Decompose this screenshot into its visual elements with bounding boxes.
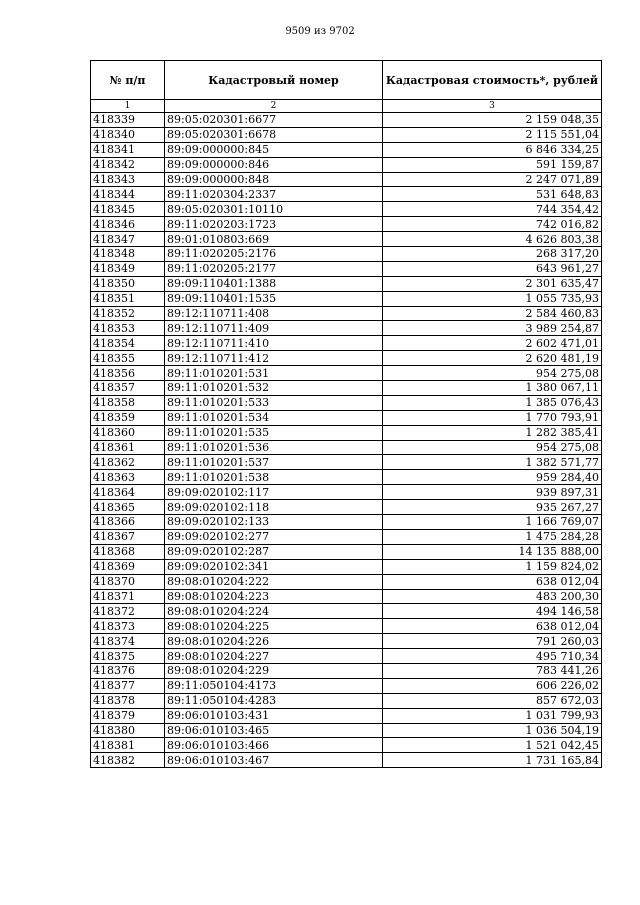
cadastral-number-cell: 89:08:010204:226 <box>165 634 383 649</box>
table-row <box>91 559 602 574</box>
cadastral-value-cell: 1 036 504,19 <box>383 723 602 738</box>
row-number-cell: 418352 <box>91 306 165 321</box>
cadastral-number-cell: 89:09:020102:287 <box>165 544 383 559</box>
table-row <box>91 127 602 142</box>
cadastral-value-cell: 959 284,40 <box>383 470 602 485</box>
cadastral-value-cell: 3 989 254,87 <box>383 321 602 336</box>
row-number-cell: 418378 <box>91 693 165 708</box>
cadastral-value-cell: 268 317,20 <box>383 247 602 262</box>
row-number-cell: 418361 <box>91 440 165 455</box>
cadastral-value-cell: 791 260,03 <box>383 634 602 649</box>
cadastral-number-cell: 89:09:020102:118 <box>165 500 383 515</box>
row-number-cell: 418367 <box>91 529 165 544</box>
table-row <box>91 425 602 440</box>
table-row <box>91 604 602 619</box>
header-cadastral-number: Кадастровый номер <box>165 61 383 100</box>
cadastral-value-cell: 2 159 048,35 <box>383 113 602 128</box>
cadastral-number-cell: 89:05:020301:6678 <box>165 127 383 142</box>
cadastral-value-cell: 954 275,08 <box>383 440 602 455</box>
table-header-row <box>91 61 602 100</box>
cadastral-number-cell: 89:11:010201:536 <box>165 440 383 455</box>
table-row <box>91 247 602 262</box>
cadastral-number-cell: 89:12:110711:412 <box>165 351 383 366</box>
row-number-cell: 418339 <box>91 113 165 128</box>
cadastral-number-cell: 89:11:020205:2177 <box>165 261 383 276</box>
row-number-cell: 418357 <box>91 381 165 396</box>
table-row <box>91 663 602 678</box>
row-number-cell: 418341 <box>91 142 165 157</box>
table-row <box>91 544 602 559</box>
cadastral-number-cell: 89:08:010204:225 <box>165 619 383 634</box>
row-number-cell: 418346 <box>91 217 165 232</box>
row-number-cell: 418360 <box>91 425 165 440</box>
page-number-header: 9509 из 9702 <box>285 26 355 37</box>
cadastral-value-cell: 1 382 571,77 <box>383 455 602 470</box>
cadastral-number-cell: 89:11:010201:533 <box>165 395 383 410</box>
cadastral-value-cell: 2 584 460,83 <box>383 306 602 321</box>
row-number-cell: 418353 <box>91 321 165 336</box>
cadastral-number-cell: 89:11:010201:531 <box>165 366 383 381</box>
table-row <box>91 589 602 604</box>
row-number-cell: 418343 <box>91 172 165 187</box>
cadastral-number-cell: 89:11:050104:4173 <box>165 678 383 693</box>
cadastral-number-cell: 89:06:010103:466 <box>165 738 383 753</box>
cadastral-value-cell: 1 282 385,41 <box>383 425 602 440</box>
cadastral-number-cell: 89:11:010201:538 <box>165 470 383 485</box>
row-number-cell: 418362 <box>91 455 165 470</box>
cadastral-number-cell: 89:06:010103:465 <box>165 723 383 738</box>
table-row <box>91 649 602 664</box>
cadastral-value-table <box>90 60 602 768</box>
cadastral-value-cell: 954 275,08 <box>383 366 602 381</box>
row-number-cell: 418374 <box>91 634 165 649</box>
cadastral-value-cell: 744 354,42 <box>383 202 602 217</box>
table-row <box>91 157 602 172</box>
header-row-number: № п/п <box>91 61 165 100</box>
cadastral-value-cell: 1 770 793,91 <box>383 410 602 425</box>
cadastral-value-cell: 1 385 076,43 <box>383 395 602 410</box>
cadastral-number-cell: 89:11:010201:532 <box>165 381 383 396</box>
cadastral-value-cell: 6 846 334,25 <box>383 142 602 157</box>
cadastral-value-cell: 483 200,30 <box>383 589 602 604</box>
cadastral-value-cell: 2 301 635,47 <box>383 276 602 291</box>
cadastral-value-cell: 591 159,87 <box>383 157 602 172</box>
cadastral-value-cell: 1 475 284,28 <box>383 529 602 544</box>
table-row <box>91 113 602 128</box>
column-number-row <box>91 100 602 113</box>
cadastral-value-cell: 638 012,04 <box>383 574 602 589</box>
cadastral-number-cell: 89:08:010204:222 <box>165 574 383 589</box>
row-number-cell: 418349 <box>91 261 165 276</box>
row-number-cell: 418365 <box>91 500 165 515</box>
row-number-cell: 418348 <box>91 247 165 262</box>
cadastral-number-cell: 89:09:000000:846 <box>165 157 383 172</box>
cadastral-number-cell: 89:05:020301:10110 <box>165 202 383 217</box>
table-row <box>91 619 602 634</box>
cadastral-number-cell: 89:08:010204:224 <box>165 604 383 619</box>
row-number-cell: 418373 <box>91 619 165 634</box>
row-number-cell: 418380 <box>91 723 165 738</box>
row-number-cell: 418372 <box>91 604 165 619</box>
row-number-cell: 418351 <box>91 291 165 306</box>
cadastral-number-cell: 89:01:010803:669 <box>165 232 383 247</box>
cadastral-number-cell: 89:09:110401:1535 <box>165 291 383 306</box>
cadastral-number-cell: 89:09:020102:117 <box>165 485 383 500</box>
cadastral-number-cell: 89:09:020102:277 <box>165 529 383 544</box>
cadastral-value-cell: 2 620 481,19 <box>383 351 602 366</box>
cadastral-value-cell: 638 012,04 <box>383 619 602 634</box>
cadastral-number-cell: 89:06:010103:467 <box>165 753 383 768</box>
cadastral-value-cell: 1 521 042,45 <box>383 738 602 753</box>
table-row <box>91 440 602 455</box>
table-row <box>91 738 602 753</box>
cadastral-value-cell: 2 602 471,01 <box>383 336 602 351</box>
table-row <box>91 187 602 202</box>
table-row <box>91 276 602 291</box>
cadastral-number-cell: 89:11:050104:4283 <box>165 693 383 708</box>
row-number-cell: 418356 <box>91 366 165 381</box>
row-number-cell: 418366 <box>91 515 165 530</box>
table-body <box>91 113 602 768</box>
cadastral-value-cell: 494 146,58 <box>383 604 602 619</box>
table-row <box>91 708 602 723</box>
cadastral-value-cell: 643 961,27 <box>383 261 602 276</box>
row-number-cell: 418354 <box>91 336 165 351</box>
table-row <box>91 455 602 470</box>
table-row <box>91 291 602 306</box>
row-number-cell: 418379 <box>91 708 165 723</box>
header-cadastral-value: Кадастровая стоимость*, рублей <box>383 61 602 100</box>
cadastral-value-cell: 4 626 803,38 <box>383 232 602 247</box>
table-row <box>91 336 602 351</box>
cadastral-value-cell: 1 380 067,11 <box>383 381 602 396</box>
column-number-1: 1 <box>91 100 165 113</box>
table-row <box>91 515 602 530</box>
cadastral-value-cell: 14 135 888,00 <box>383 544 602 559</box>
cadastral-value-cell: 857 672,03 <box>383 693 602 708</box>
cadastral-value-cell: 783 441,26 <box>383 663 602 678</box>
table-row <box>91 142 602 157</box>
row-number-cell: 418363 <box>91 470 165 485</box>
table-row <box>91 351 602 366</box>
cadastral-value-cell: 1 031 799,93 <box>383 708 602 723</box>
table-row <box>91 261 602 276</box>
cadastral-number-cell: 89:11:010201:535 <box>165 425 383 440</box>
cadastral-number-cell: 89:08:010204:229 <box>165 663 383 678</box>
cadastral-number-cell: 89:09:110401:1388 <box>165 276 383 291</box>
column-number-3: 3 <box>383 100 602 113</box>
cadastral-number-cell: 89:11:010201:537 <box>165 455 383 470</box>
cadastral-number-cell: 89:08:010204:227 <box>165 649 383 664</box>
row-number-cell: 418370 <box>91 574 165 589</box>
table-row <box>91 753 602 768</box>
row-number-cell: 418342 <box>91 157 165 172</box>
cadastral-number-cell: 89:11:020304:2337 <box>165 187 383 202</box>
row-number-cell: 418377 <box>91 678 165 693</box>
table-row <box>91 306 602 321</box>
row-number-cell: 418345 <box>91 202 165 217</box>
cadastral-number-cell: 89:09:000000:848 <box>165 172 383 187</box>
cadastral-value-cell: 742 016,82 <box>383 217 602 232</box>
cadastral-value-cell: 495 710,34 <box>383 649 602 664</box>
row-number-cell: 418369 <box>91 559 165 574</box>
table-row <box>91 693 602 708</box>
table-row <box>91 723 602 738</box>
table-row <box>91 529 602 544</box>
table-row <box>91 202 602 217</box>
cadastral-value-cell: 531 648,83 <box>383 187 602 202</box>
table-row <box>91 500 602 515</box>
row-number-cell: 418368 <box>91 544 165 559</box>
row-number-cell: 418375 <box>91 649 165 664</box>
table-row <box>91 395 602 410</box>
row-number-cell: 418359 <box>91 410 165 425</box>
table-row <box>91 172 602 187</box>
table-row <box>91 574 602 589</box>
row-number-cell: 418350 <box>91 276 165 291</box>
cadastral-number-cell: 89:11:020203:1723 <box>165 217 383 232</box>
row-number-cell: 418344 <box>91 187 165 202</box>
row-number-cell: 418340 <box>91 127 165 142</box>
table-row <box>91 321 602 336</box>
cadastral-value-cell: 935 267,27 <box>383 500 602 515</box>
cadastral-value-cell: 939 897,31 <box>383 485 602 500</box>
cadastral-value-cell: 1 731 165,84 <box>383 753 602 768</box>
cadastral-number-cell: 89:12:110711:409 <box>165 321 383 336</box>
table-row <box>91 232 602 247</box>
cadastral-value-cell: 1 159 824,02 <box>383 559 602 574</box>
column-number-2: 2 <box>165 100 383 113</box>
row-number-cell: 418371 <box>91 589 165 604</box>
table-row <box>91 410 602 425</box>
table-row <box>91 381 602 396</box>
cadastral-number-cell: 89:11:020205:2176 <box>165 247 383 262</box>
table-row <box>91 366 602 381</box>
table-row <box>91 485 602 500</box>
cadastral-number-cell: 89:08:010204:223 <box>165 589 383 604</box>
cadastral-number-cell: 89:09:020102:133 <box>165 515 383 530</box>
cadastral-number-cell: 89:09:020102:341 <box>165 559 383 574</box>
cadastral-value-cell: 606 226,02 <box>383 678 602 693</box>
cadastral-value-cell: 1 055 735,93 <box>383 291 602 306</box>
cadastral-number-cell: 89:12:110711:408 <box>165 306 383 321</box>
table-row <box>91 678 602 693</box>
row-number-cell: 418358 <box>91 395 165 410</box>
row-number-cell: 418347 <box>91 232 165 247</box>
cadastral-value-cell: 2 247 071,89 <box>383 172 602 187</box>
table-row <box>91 470 602 485</box>
row-number-cell: 418381 <box>91 738 165 753</box>
cadastral-number-cell: 89:05:020301:6677 <box>165 113 383 128</box>
table-row <box>91 217 602 232</box>
cadastral-number-cell: 89:09:000000:845 <box>165 142 383 157</box>
cadastral-value-cell: 2 115 551,04 <box>383 127 602 142</box>
row-number-cell: 418382 <box>91 753 165 768</box>
cadastral-value-cell: 1 166 769,07 <box>383 515 602 530</box>
row-number-cell: 418364 <box>91 485 165 500</box>
cadastral-number-cell: 89:12:110711:410 <box>165 336 383 351</box>
row-number-cell: 418355 <box>91 351 165 366</box>
cadastral-number-cell: 89:06:010103:431 <box>165 708 383 723</box>
cadastral-number-cell: 89:11:010201:534 <box>165 410 383 425</box>
table-row <box>91 634 602 649</box>
row-number-cell: 418376 <box>91 663 165 678</box>
